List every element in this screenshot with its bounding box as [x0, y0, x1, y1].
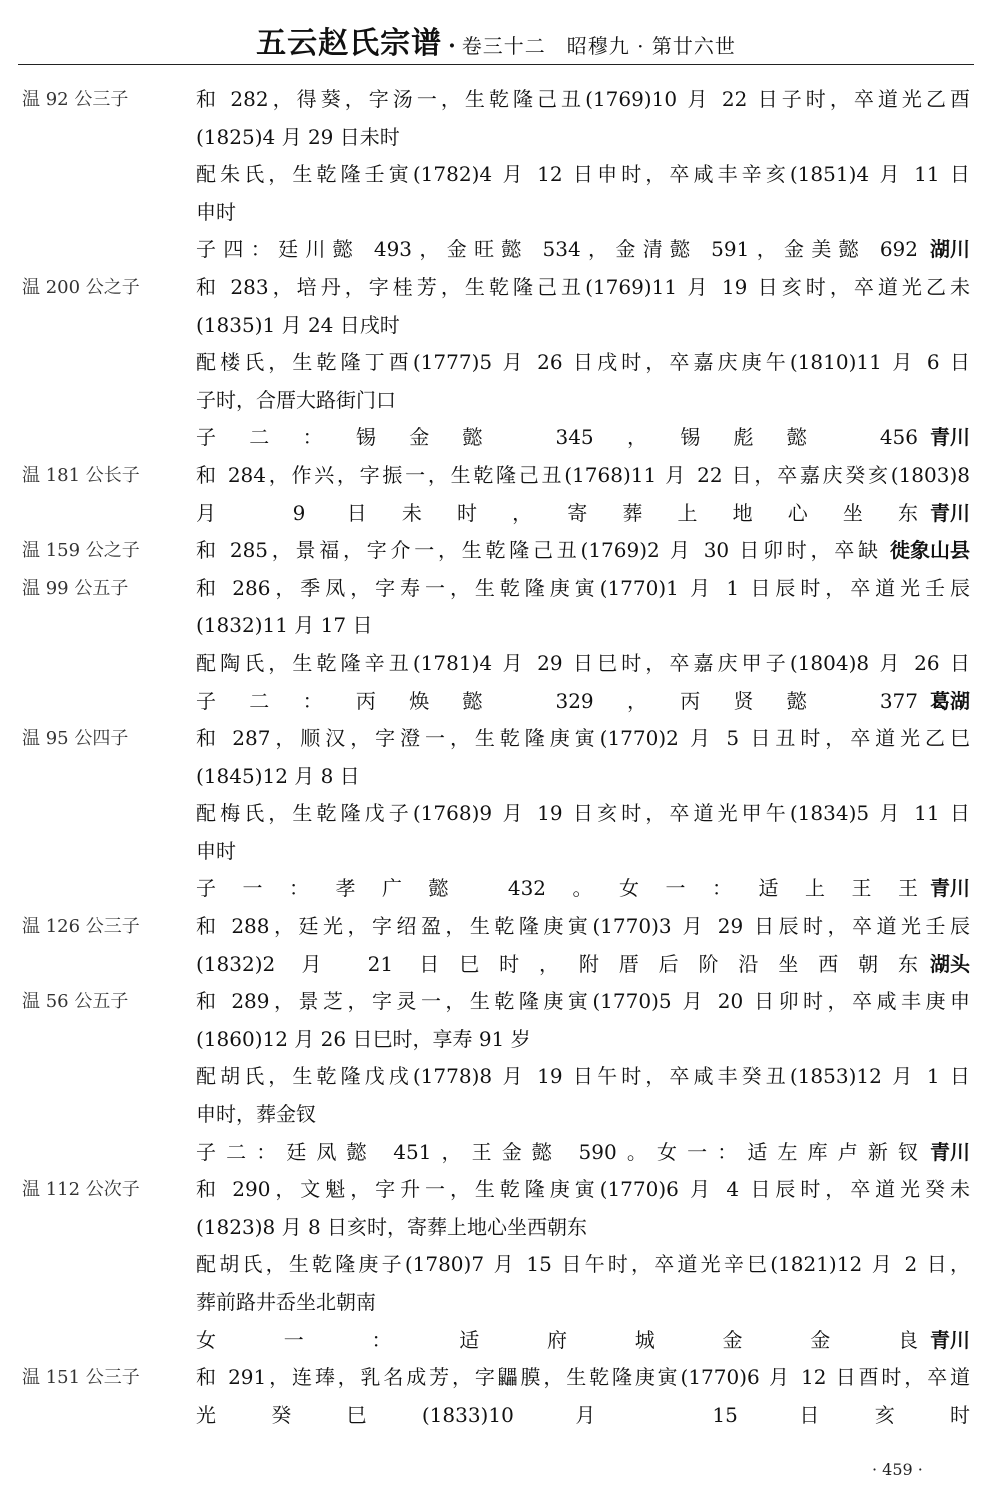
- parent-reference: 温 99 公五子: [22, 577, 129, 599]
- page-number: · 459 ·: [872, 1460, 923, 1479]
- volume-subtitle: 卷三十二 昭穆九 · 第廿六世: [461, 34, 736, 58]
- entry-body: [196, 81, 970, 269]
- parent-reference: 温 181 公长子: [22, 464, 140, 486]
- residence-place: 徙象山县: [890, 538, 970, 563]
- entry-line: 配梅氏，生乾隆戊子(1768)9 月 19 日亥时，卒道光甲午(1834)5 月 11 日: [196, 801, 970, 826]
- genealogy-entry: [0, 570, 992, 720]
- entry-line: (1832)11 月 17 日: [196, 613, 373, 638]
- residence-place: 青川: [930, 500, 970, 525]
- entry-closing-line: [196, 532, 970, 570]
- entry-line: 和 286，季凤，字寿一，生乾隆庚寅(1770)1 月 1 日辰时，卒道光壬辰: [196, 575, 970, 600]
- entry-line: (1835)1 月 24 日戌时: [196, 312, 400, 337]
- residence-place: 葛湖: [930, 688, 970, 713]
- entry-line: 和 291，连琫，乳名成芳，字鼺膜，生乾隆庚寅(1770)6 月 12 日酉时，卒道: [196, 1365, 970, 1390]
- entry-closing-line: [196, 419, 970, 457]
- entry-body: [196, 532, 970, 570]
- genealogy-entry: [0, 81, 992, 269]
- entry-line: 配胡氏，生乾隆庚子(1780)7 月 15 日午时，卒道光辛巳(1821)12 月 2 日，: [196, 1252, 970, 1277]
- genealogy-entry: [0, 269, 992, 457]
- parent-reference: 温 200 公之子: [22, 276, 140, 298]
- entry-line: 子四：廷川懿 493，金旺懿 534，金清懿 591，金美懿 692: [196, 237, 918, 262]
- genealogy-entries: [0, 81, 992, 1434]
- entry-body: [196, 1359, 970, 1434]
- entry-closing-line: [196, 495, 970, 533]
- entry-line: 配胡氏，生乾隆戊戌(1778)8 月 19 日午时，卒咸丰癸丑(1853)12 月 1 日: [196, 1064, 970, 1089]
- entry-body: [196, 269, 970, 457]
- entry-line: 葬前路井岙坐北朝南: [196, 1290, 376, 1314]
- parent-reference: 温 159 公之子: [22, 540, 140, 562]
- entry-line: 申时: [196, 199, 236, 224]
- genealogy-entry: [0, 908, 992, 983]
- parent-reference: 温 92 公三子: [22, 89, 129, 110]
- genealogy-entry: [0, 983, 992, 1171]
- entry-line: (1860)12 月 26 日巳时，享寿 91 岁: [196, 1026, 531, 1051]
- entry-closing-line: [196, 1322, 970, 1360]
- entry-line: 配朱氏，生乾隆壬寅(1782)4 月 12 日申时，卒咸丰辛亥(1851)4 月 11 日: [196, 162, 970, 187]
- entry-line: 女一：适府城金金良: [196, 1327, 918, 1352]
- entry-body: [196, 1171, 970, 1359]
- parent-reference: 温 56 公五子: [22, 991, 129, 1013]
- entry-line: 子一：孝广懿 432。女一：适上王王: [196, 876, 918, 901]
- genealogy-entry: [0, 457, 992, 532]
- residence-place: 青川: [930, 425, 970, 450]
- residence-place: 青川: [930, 1139, 970, 1164]
- entry-closing-line: [196, 870, 970, 908]
- residence-place: 湖川: [930, 237, 970, 262]
- entry-body: [196, 457, 970, 532]
- page-header: [0, 18, 992, 62]
- entry-line: (1823)8 月 8 日亥时，寄葬上地心坐西朝东: [196, 1214, 588, 1239]
- entry-closing-line: [196, 1397, 970, 1435]
- entry-line: 光癸巳(1833)10 月 15 日亥时: [196, 1402, 970, 1427]
- entry-closing-line: [196, 231, 970, 269]
- entry-closing-line: [196, 683, 970, 721]
- parent-reference: 温 95 公四子: [22, 728, 129, 750]
- entry-line: 子二：锡金懿 345，锡彪懿 456: [196, 425, 918, 450]
- entry-line: 子时，合厝大路街门口: [196, 387, 396, 412]
- entry-body: [196, 908, 970, 983]
- parent-reference: 温 126 公三子: [22, 916, 140, 938]
- genealogy-entry: [0, 532, 992, 570]
- entry-body: [196, 983, 970, 1171]
- parent-reference: 温 112 公次子: [22, 1179, 140, 1201]
- entry-line: 配楼氏，生乾隆丁酉(1777)5 月 26 日戌时，卒嘉庆庚午(1810)11 月 6 日: [196, 350, 970, 375]
- entry-line: 申时，葬金钗: [196, 1102, 316, 1127]
- entry-line: 和 285，景福，字介一，生乾隆己丑(1769)2 月 30 日卯时，卒缺: [196, 538, 878, 563]
- title-separator: ·: [448, 33, 456, 59]
- entry-line: 申时: [196, 838, 236, 863]
- genealogy-entry: [0, 1359, 992, 1434]
- entry-line: 月 9 日未时，寄葬上地心坐东: [196, 500, 918, 525]
- entry-line: 和 289，景芝，字灵一，生乾隆庚寅(1770)5 月 20 日卯时，卒咸丰庚申: [196, 989, 970, 1014]
- entry-line: (1825)4 月 29 日未时: [196, 124, 400, 149]
- entry-line: 和 290，文魁，字升一，生乾隆庚寅(1770)6 月 4 日辰时，卒道光癸未: [196, 1177, 970, 1202]
- entry-line: 子二：丙焕懿 329，丙贤懿 377: [196, 688, 918, 713]
- genealogy-entry: [0, 1171, 992, 1359]
- entry-line: 和 288，廷光，字绍盈，生乾隆庚寅(1770)3 月 29 日辰时，卒道光壬辰: [196, 914, 970, 939]
- entry-line: 和 283，培丹，字桂芳，生乾隆己丑(1769)11 月 19 日亥时，卒道光乙未: [196, 274, 970, 299]
- entry-line: 配陶氏，生乾隆辛丑(1781)4 月 29 日巳时，卒嘉庆甲子(1804)8 月 26 日: [196, 650, 970, 675]
- entry-body: [196, 720, 970, 908]
- entry-line: 子二：廷凤懿 451，王金懿 590。女一：适左库卢新钗: [196, 1139, 918, 1164]
- book-title: 五云赵氏宗谱: [256, 26, 443, 61]
- genealogy-entry: [0, 720, 992, 908]
- entry-closing-line: [196, 1134, 970, 1172]
- entry-line: 和 287，顺汉，字澄一，生乾隆庚寅(1770)2 月 5 日丑时，卒道光乙巳: [196, 726, 970, 751]
- residence-place: 青川: [930, 1327, 970, 1352]
- entry-closing-line: [196, 946, 970, 984]
- entry-line: 和 282，得葵，字汤一，生乾隆己丑(1769)10 月 22 日子时，卒道光乙酉: [196, 87, 970, 111]
- entry-line: (1832)2 月 21 日巳时，附厝后阶沿坐西朝东: [196, 951, 918, 976]
- entry-line: 和 284，作兴，字振一，生乾隆己丑(1768)11 月 22 日，卒嘉庆癸亥(1803)8: [196, 462, 970, 487]
- entry-body: [196, 570, 970, 720]
- residence-place: 湖头: [930, 951, 970, 976]
- residence-place: 青川: [930, 876, 970, 901]
- entry-line: (1845)12 月 8 日: [196, 763, 360, 788]
- parent-reference: 温 151 公三子: [22, 1367, 140, 1389]
- header-rule: [18, 64, 974, 65]
